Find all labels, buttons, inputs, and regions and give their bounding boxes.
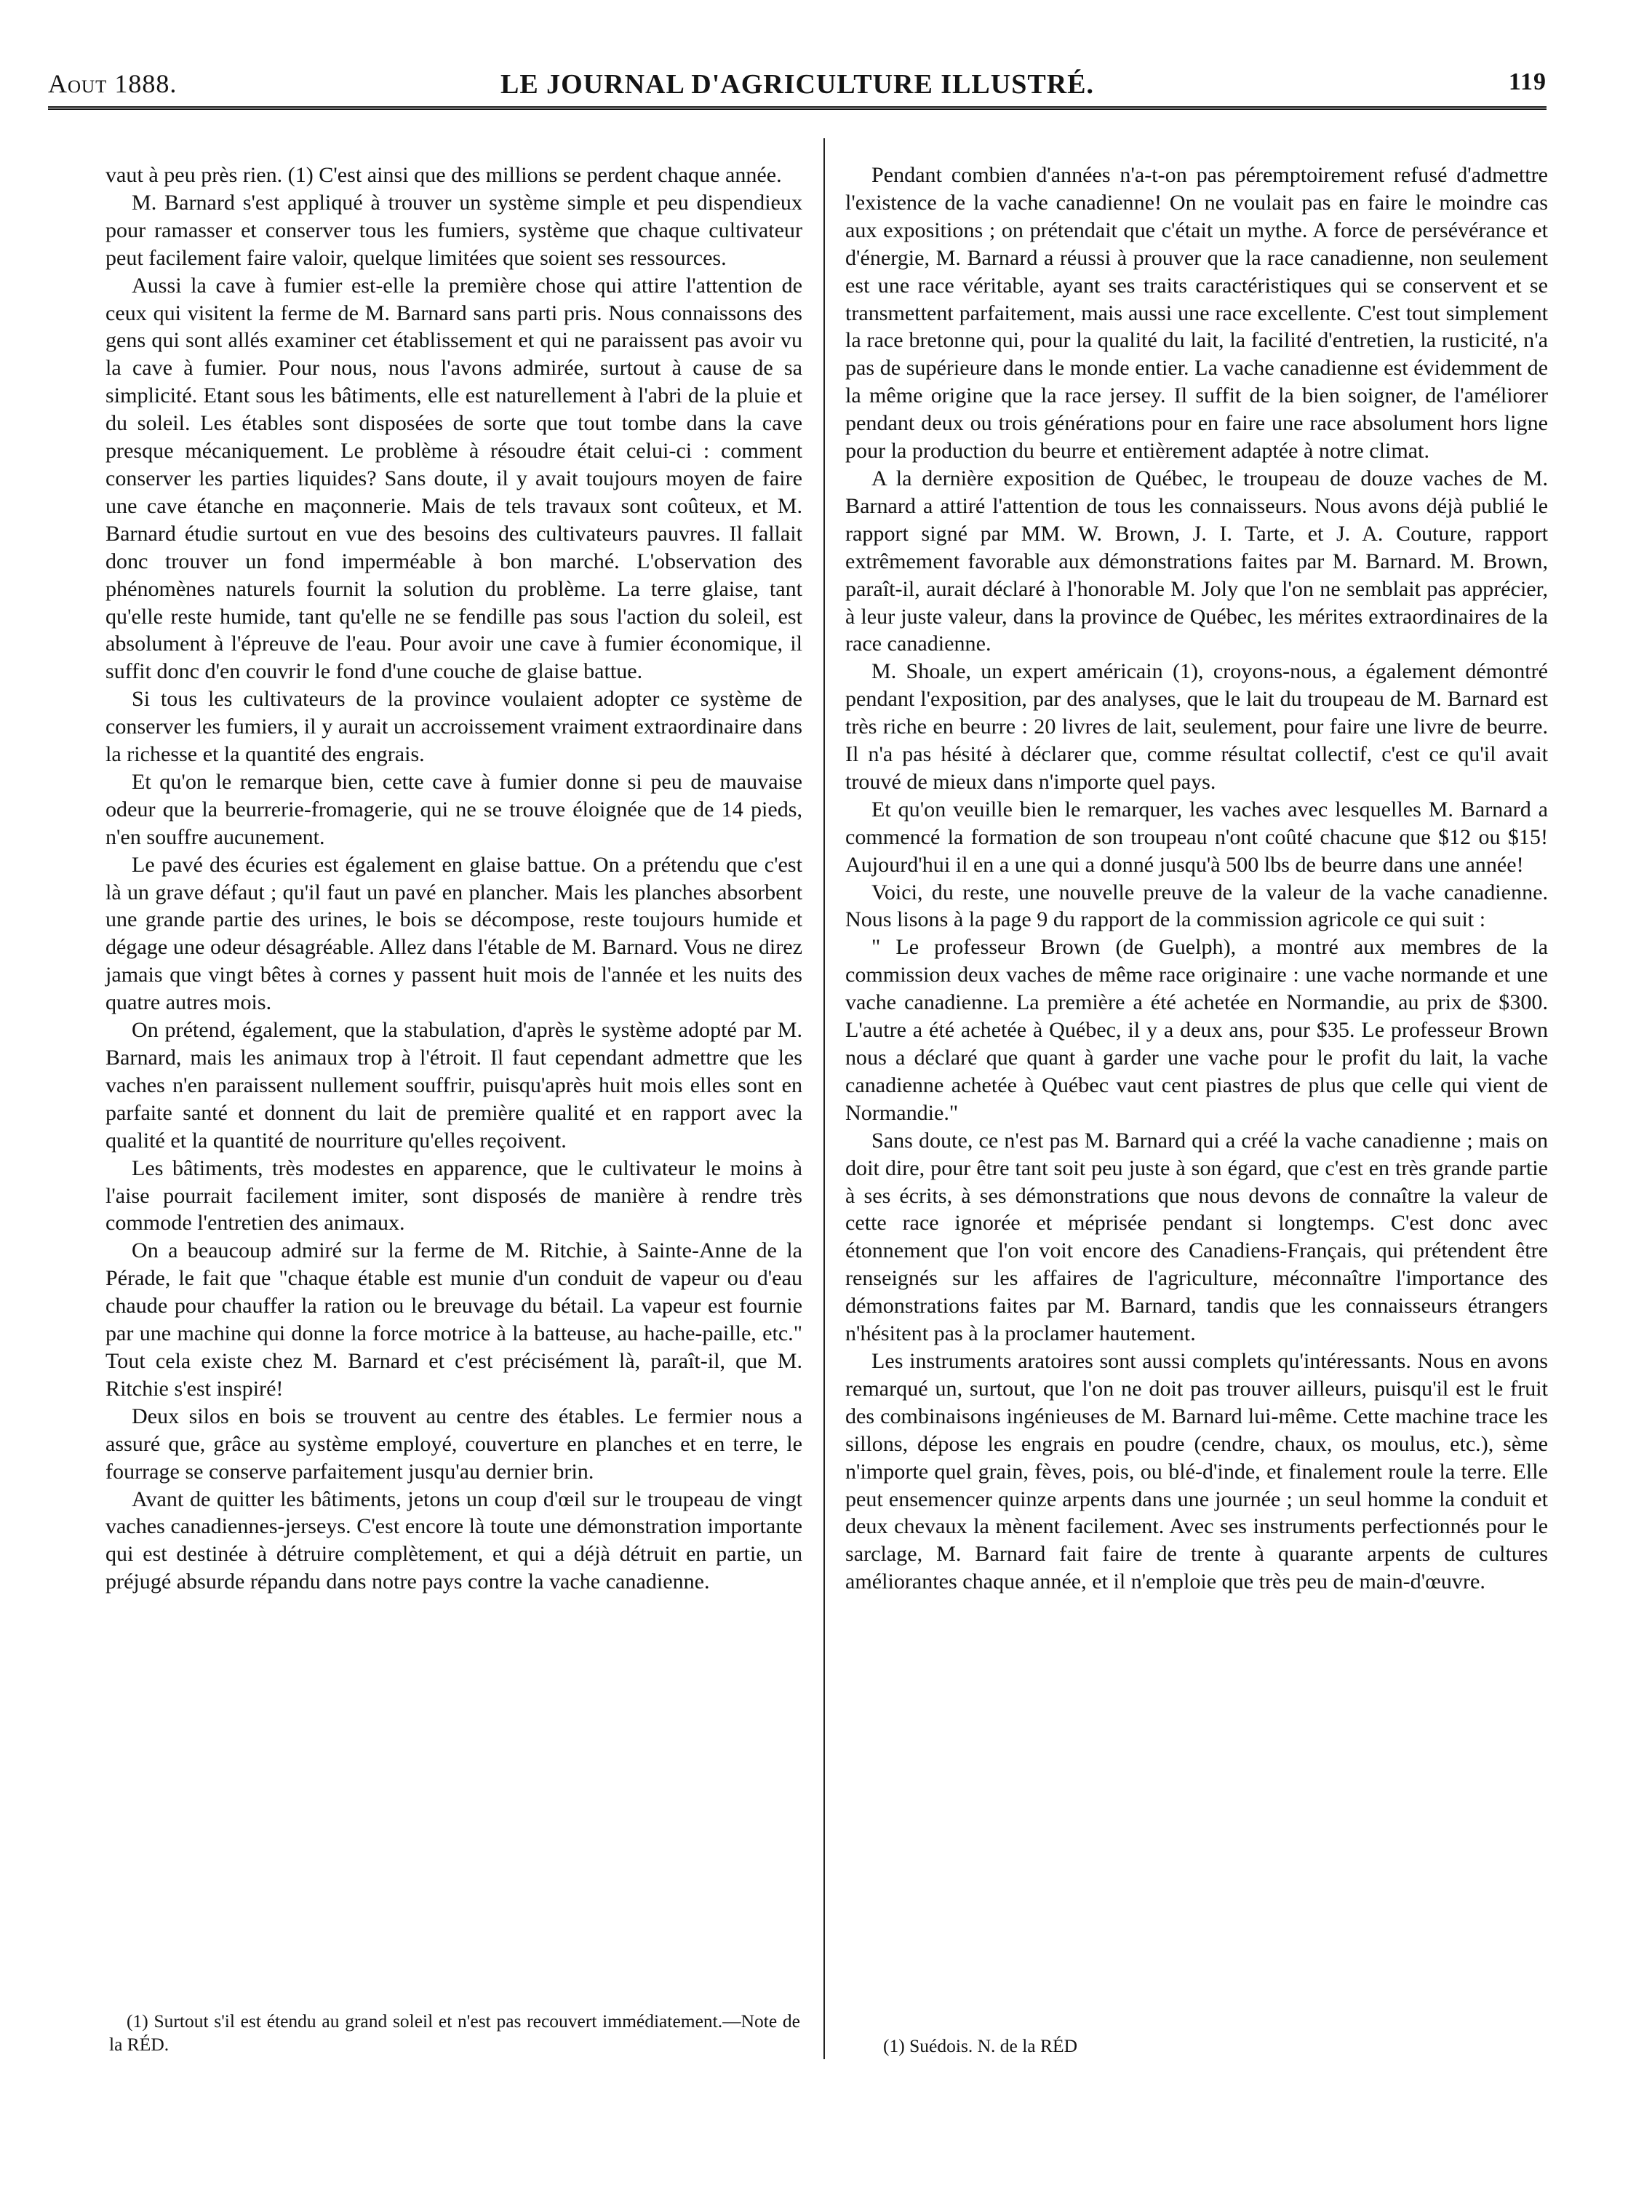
paragraph: Avant de quitter les bâtiments, jetons un coup d'œil sur le troupeau de vingt vaches canadiennes-jerseys. C'est encore là toute une démonstration importante qui est destinée à détruire complètement, et qui a déjà détruit en partie, un préjugé absurde répandu dans notre pays contre la vache canadienne. — [105, 1486, 802, 1594]
paragraph: Les bâtiments, très modestes en apparence, que le cultivateur le moins à l'aise pourrait facilement imiter, sont disposés de manière à rendre très commode l'entretien des animaux. — [105, 1155, 802, 1236]
issue-date: Aout 1888. — [48, 69, 177, 98]
paragraph: Sans doute, ce n'est pas M. Barnard qui a créé la vache canadienne ; mais on doit dire, pour être tant soit peu juste à son égard, que c'est en très grande partie à ses écrits, à ses démonstrations que nous devons de connaître la valeur de cette race ignorée et méprisée pendant si longtemps. C'est donc avec étonnement que l'on voit encore des Canadiens-Français, qui prétendent être renseignés sur les affaires de l'agriculture, méconnaître l'importance des démonstrations faites par M. Barnard, tandis que les connaisseurs étrangers n'hésitent pas à la proclamer hautement. — [845, 1127, 1548, 1346]
paragraph: M. Shoale, un expert américain (1), croyons-nous, a également démontré pendant l'exposition, par des analyses, que le lait du troupeau de M. Barnard est très riche en beurre : 20 livres de lait, seulement, pour faire une livre de beurre. Il n'a pas hésité à déclarer que, comme résultat collectif, c'est ce qu'il avait trouvé de mieux dans n'importe quel pays. — [845, 659, 1548, 794]
right-footnote — [866, 2034, 1520, 2058]
paragraph: " Le professeur Brown (de Guelph), a montré aux membres de la commission deux vaches de même race originaire : une vache normande et une vache canadienne. La première a été achetée en Normandie, au prix de $300. L'autre a été achetée à Québec, il y a deux ans, pour $35. Le professeur Brown nous a déclaré que quant à garder une vache pour le profit du lait, la vache canadienne achetée à Québec vaut cent piastres de plus que celle qui vient de Normandie." — [845, 934, 1548, 1125]
page-header — [48, 33, 1547, 110]
left-footnote — [109, 2010, 800, 2056]
journal-title: LE JOURNAL D'AGRICULTURE ILLUSTRÉ. — [500, 69, 1094, 100]
paragraph: M. Barnard s'est appliqué à trouver un système simple et peu dispendieux pour ramasser et conserver tous les fumiers, système que chaque cultivateur peut facilement faire valoir, quelque limitées que soient ses ressources. — [105, 189, 802, 270]
page-number: 119 — [1508, 68, 1547, 95]
paragraph: Et qu'on veuille bien le remarquer, les vaches avec lesquelles M. Barnard a commencé la formation de son troupeau n'ont coûté chacune que $12 ou $15! Aujourd'hui il en a une qui a donné jusqu'à 500 lbs de beurre dans une année! — [845, 796, 1548, 877]
paragraph: Aussi la cave à fumier est-elle la première chose qui attire l'attention de ceux qui visitent la ferme de M. Barnard sans parti pris. Nous connaissons des gens qui sont allés examiner cet établissement et qui ne paraissent pas avoir vu la cave à fumier. Pour nous, nous l'avons admirée, surtout à cause de sa simplicité. Etant sous les bâtiments, elle est naturellement à l'abri de la pluie et du soleil. Les étables sont disposées de sorte que tout tombe dans la cave presque mécaniquement. Le problème à résoudre était celui-ci : comment conserver les parties liquides? Sans doute, il y avait toujours moyen de faire une cave étanche en maçonnerie. Mais de tels travaux sont coûteux, et M. Barnard étudie surtout en vue des besoins des cultivateurs pauvres. Il fallait donc trouver un fond imperméable à bon marché. L'observation des phénomènes naturels fournit la solution du problème. La terre glaise, tant qu'elle reste humide, tant qu'elle ne se fendille pas sous l'action du soleil, est absolument à l'épreuve de l'eau. Pour avoir une cave à fumier économique, il suffit donc d'en couvrir le fond d'une couche de glaise battue. — [105, 272, 802, 684]
paragraph: Et qu'on le remarque bien, cette cave à fumier donne si peu de mauvaise odeur que la beurrerie-fromagerie, qui ne se trouve éloignée que de 14 pieds, n'en souffre aucunement. — [105, 768, 802, 849]
footnote-text: (1) Surtout s'il est étendu au grand soleil et n'est pas recouvert immédiatement.—Note de la RÉD. — [109, 2010, 800, 2055]
footnote-text: (1) Suédois. N. de la RÉD — [883, 2035, 1078, 2056]
right-column — [845, 162, 1548, 1596]
paragraph: Deux silos en bois se trouvent au centre des étables. Le fermier nous a assuré que, grâce au système employé, couverture en planches et en terre, le fourrage se conserve parfaitement jusqu'au dernier brin. — [105, 1403, 802, 1484]
paragraph: vaut à peu près rien. (1) C'est ainsi que des millions se perdent chaque année. — [105, 162, 782, 187]
paragraph: Voici, du reste, une nouvelle preuve de la valeur de la vache canadienne. Nous lisons à la page 9 du rapport de la commission agricole ce qui suit : — [845, 879, 1548, 932]
paragraph: Le pavé des écuries est également en glaise battue. On a prétendu que c'est là un grave défaut ; qu'il faut un pavé en plancher. Mais les planches absorbent une grande partie des urines, le bois se décompose, reste toujours humide et dégage une odeur désagréable. Allez dans l'étable de M. Barnard. Vous ne direz jamais que vingt bêtes à cornes y passent huit mois de l'année et les nuits des quatre autres mois. — [105, 851, 802, 1015]
paragraph: On prétend, également, que la stabulation, d'après le système adopté par M. Barnard, mais les animaux trop à l'étroit. Il faut cependant admettre que les vaches n'en paraissent nullement souffrir, puisqu'après huit mois elles sont en parfaite santé et donnent du lait de première qualité et en rapport avec la qualité et la quantité de nourriture qu'elles reçoivent. — [105, 1017, 802, 1153]
paragraph: Les instruments aratoires sont aussi complets qu'intéressants. Nous en avons remarqué un, surtout, que l'on ne doit pas trouver ailleurs, puisqu'il est le fruit des combinaisons ingénieuses de M. Barnard lui-même. Cette machine trace les sillons, dépose les engrais en poudre (cendre, chaux, os moulus, etc.), sème n'importe quel grain, fèves, pois, ou blé-d'inde, et finalement roule la terre. Elle peut ensemencer quinze arpents dans une journée ; un seul homme la conduit et deux chevaux la mènent facilement. Avec ses instruments perfectionnés pour le sarclage, M. Barnard fait faire de trente à quarante arpents de cultures améliorantes chaque année, et il n'emploie que très peu de main-d'œuvre. — [845, 1348, 1548, 1594]
paragraph: A la dernière exposition de Québec, le troupeau de douze vaches de M. Barnard a attiré l'attention de tous les connaisseurs. Nous avons déjà publié le rapport signé par MM. W. Brown, J. I. Tarte, et J. A. Couture, rapport extrêmement favorable aux démonstrations faites par M. Barnard. M. Brown, paraît-il, aurait déclaré à l'honorable M. Joly que l'on ne semblait pas apprécier, à leur juste valeur, dans la province de Québec, les mérites extraordinaires de la race canadienne. — [845, 465, 1548, 656]
paragraph: Si tous les cultivateurs de la province voulaient adopter ce système de conserver les fumiers, il y aurait un accroissement vraiment extraordinaire dans la richesse et la quantité des engrais. — [105, 686, 802, 767]
left-column — [105, 162, 802, 1596]
column-divider — [823, 138, 825, 2059]
paragraph: Pendant combien d'années n'a-t-on pas péremptoirement refusé d'admettre l'existence de la vache canadienne! On ne voulait pas en faire le moindre cas aux expositions ; on prétendait que c'était un mythe. A force de persévérance et d'énergie, M. Barnard a réussi à prouver que la race canadienne, non seulement est une race véritable, ayant ses traits caractéristiques qui se conservent et se transmettent parfaitement, mais aussi une race excellente. C'est tout simplement la race bretonne qui, pour la qualité du lait, la facilité d'entretien, la rusticité, n'a pas de supérieure dans le monde entier. La vache canadienne est évidemment de la même origine que la race jersey. Il suffit de la bien soigner, de l'améliorer pendant deux ou trois générations pour en faire une race absolument hors ligne pour la production du beurre et entièrement adaptée à notre climat. — [845, 162, 1548, 464]
paragraph: On a beaucoup admiré sur la ferme de M. Ritchie, à Sainte-Anne de la Pérade, le fait que "chaque étable est munie d'un conduit de vapeur ou d'eau chaude pour chauffer la ration ou le breuvage du bétail. La vapeur est fournie par une machine qui donne la force motrice à la batteuse, au hache-paille, etc." Tout cela existe chez M. Barnard et c'est précisément là, paraît-il, que M. Ritchie s'est inspiré! — [105, 1238, 802, 1401]
